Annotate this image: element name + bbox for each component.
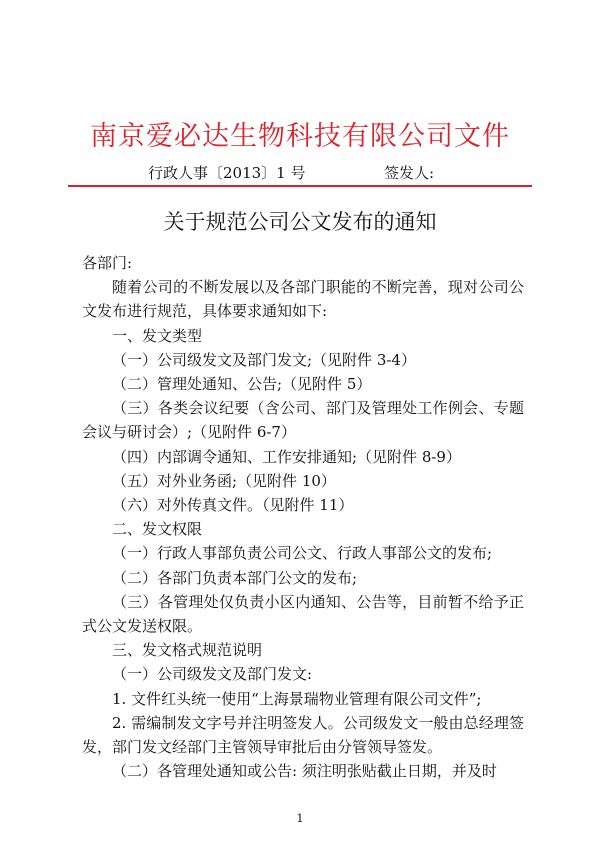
intro-paragraph: 随着公司的不断发展以及各部门职能的不断完善，现对公司公文发布进行规范，具体要求通知如下: bbox=[82, 278, 524, 321]
sub-heading: （二）各管理处通知或公告: 须注明张贴截止日期，并及时 bbox=[112, 762, 497, 781]
document-body bbox=[82, 251, 524, 783]
document-header-title: 南京爱必达生物科技有限公司文件 bbox=[90, 121, 510, 152]
notice-title: 关于规范公司公文发布的通知 bbox=[163, 210, 437, 234]
list-item: 1. 文件红头统一使用“上海景瑞物业管理有限公司文件”; bbox=[112, 689, 482, 708]
list-item: （四）内部调令通知、工作安排通知;（见附件 8-9） bbox=[112, 447, 461, 466]
header-red-rule bbox=[68, 185, 532, 187]
list-item: （二）各部门负责本部门公文的发布; bbox=[112, 568, 358, 587]
document-number: 行政人事〔2013〕1 号 bbox=[148, 164, 306, 182]
section-heading: 二、发文权限 bbox=[112, 520, 203, 539]
section-heading: 三、发文格式规范说明 bbox=[112, 641, 263, 660]
list-item: （五）对外业务函;（见附件 10） bbox=[112, 471, 336, 490]
list-item: （二）管理处通知、公告;（见附件 5） bbox=[112, 375, 372, 394]
list-item: （六）对外传真文件。（见附件 11） bbox=[112, 496, 354, 515]
list-item: （三）各管理处仅负责小区内通知、公告等，目前暂不给予正式公文发送权限。 bbox=[82, 592, 524, 636]
list-item: （一）公司级发文及部门发文;（见附件 3-4） bbox=[112, 350, 416, 369]
list-item: （一）行政人事部负责公司公文、行政人事部公文的发布; bbox=[112, 544, 493, 563]
sub-heading: （一）公司级发文及部门发文: bbox=[112, 665, 313, 684]
salutation: 各部门: bbox=[82, 254, 133, 272]
list-item: 2. 需编制发文字号并注明签发人。公司级发文一般由总经理签发，部门发文经部门主管领导审批后由分管领导签发。 bbox=[82, 713, 524, 757]
signer-label: 签发人: bbox=[384, 164, 435, 182]
section-heading: 一、发文类型 bbox=[112, 326, 203, 345]
page-number: 1 bbox=[296, 812, 304, 825]
list-item: （三）各类会议纪要（含公司、部门及管理处工作例会、专题会议与研讨会）;（见附件 6-7） bbox=[82, 399, 524, 442]
